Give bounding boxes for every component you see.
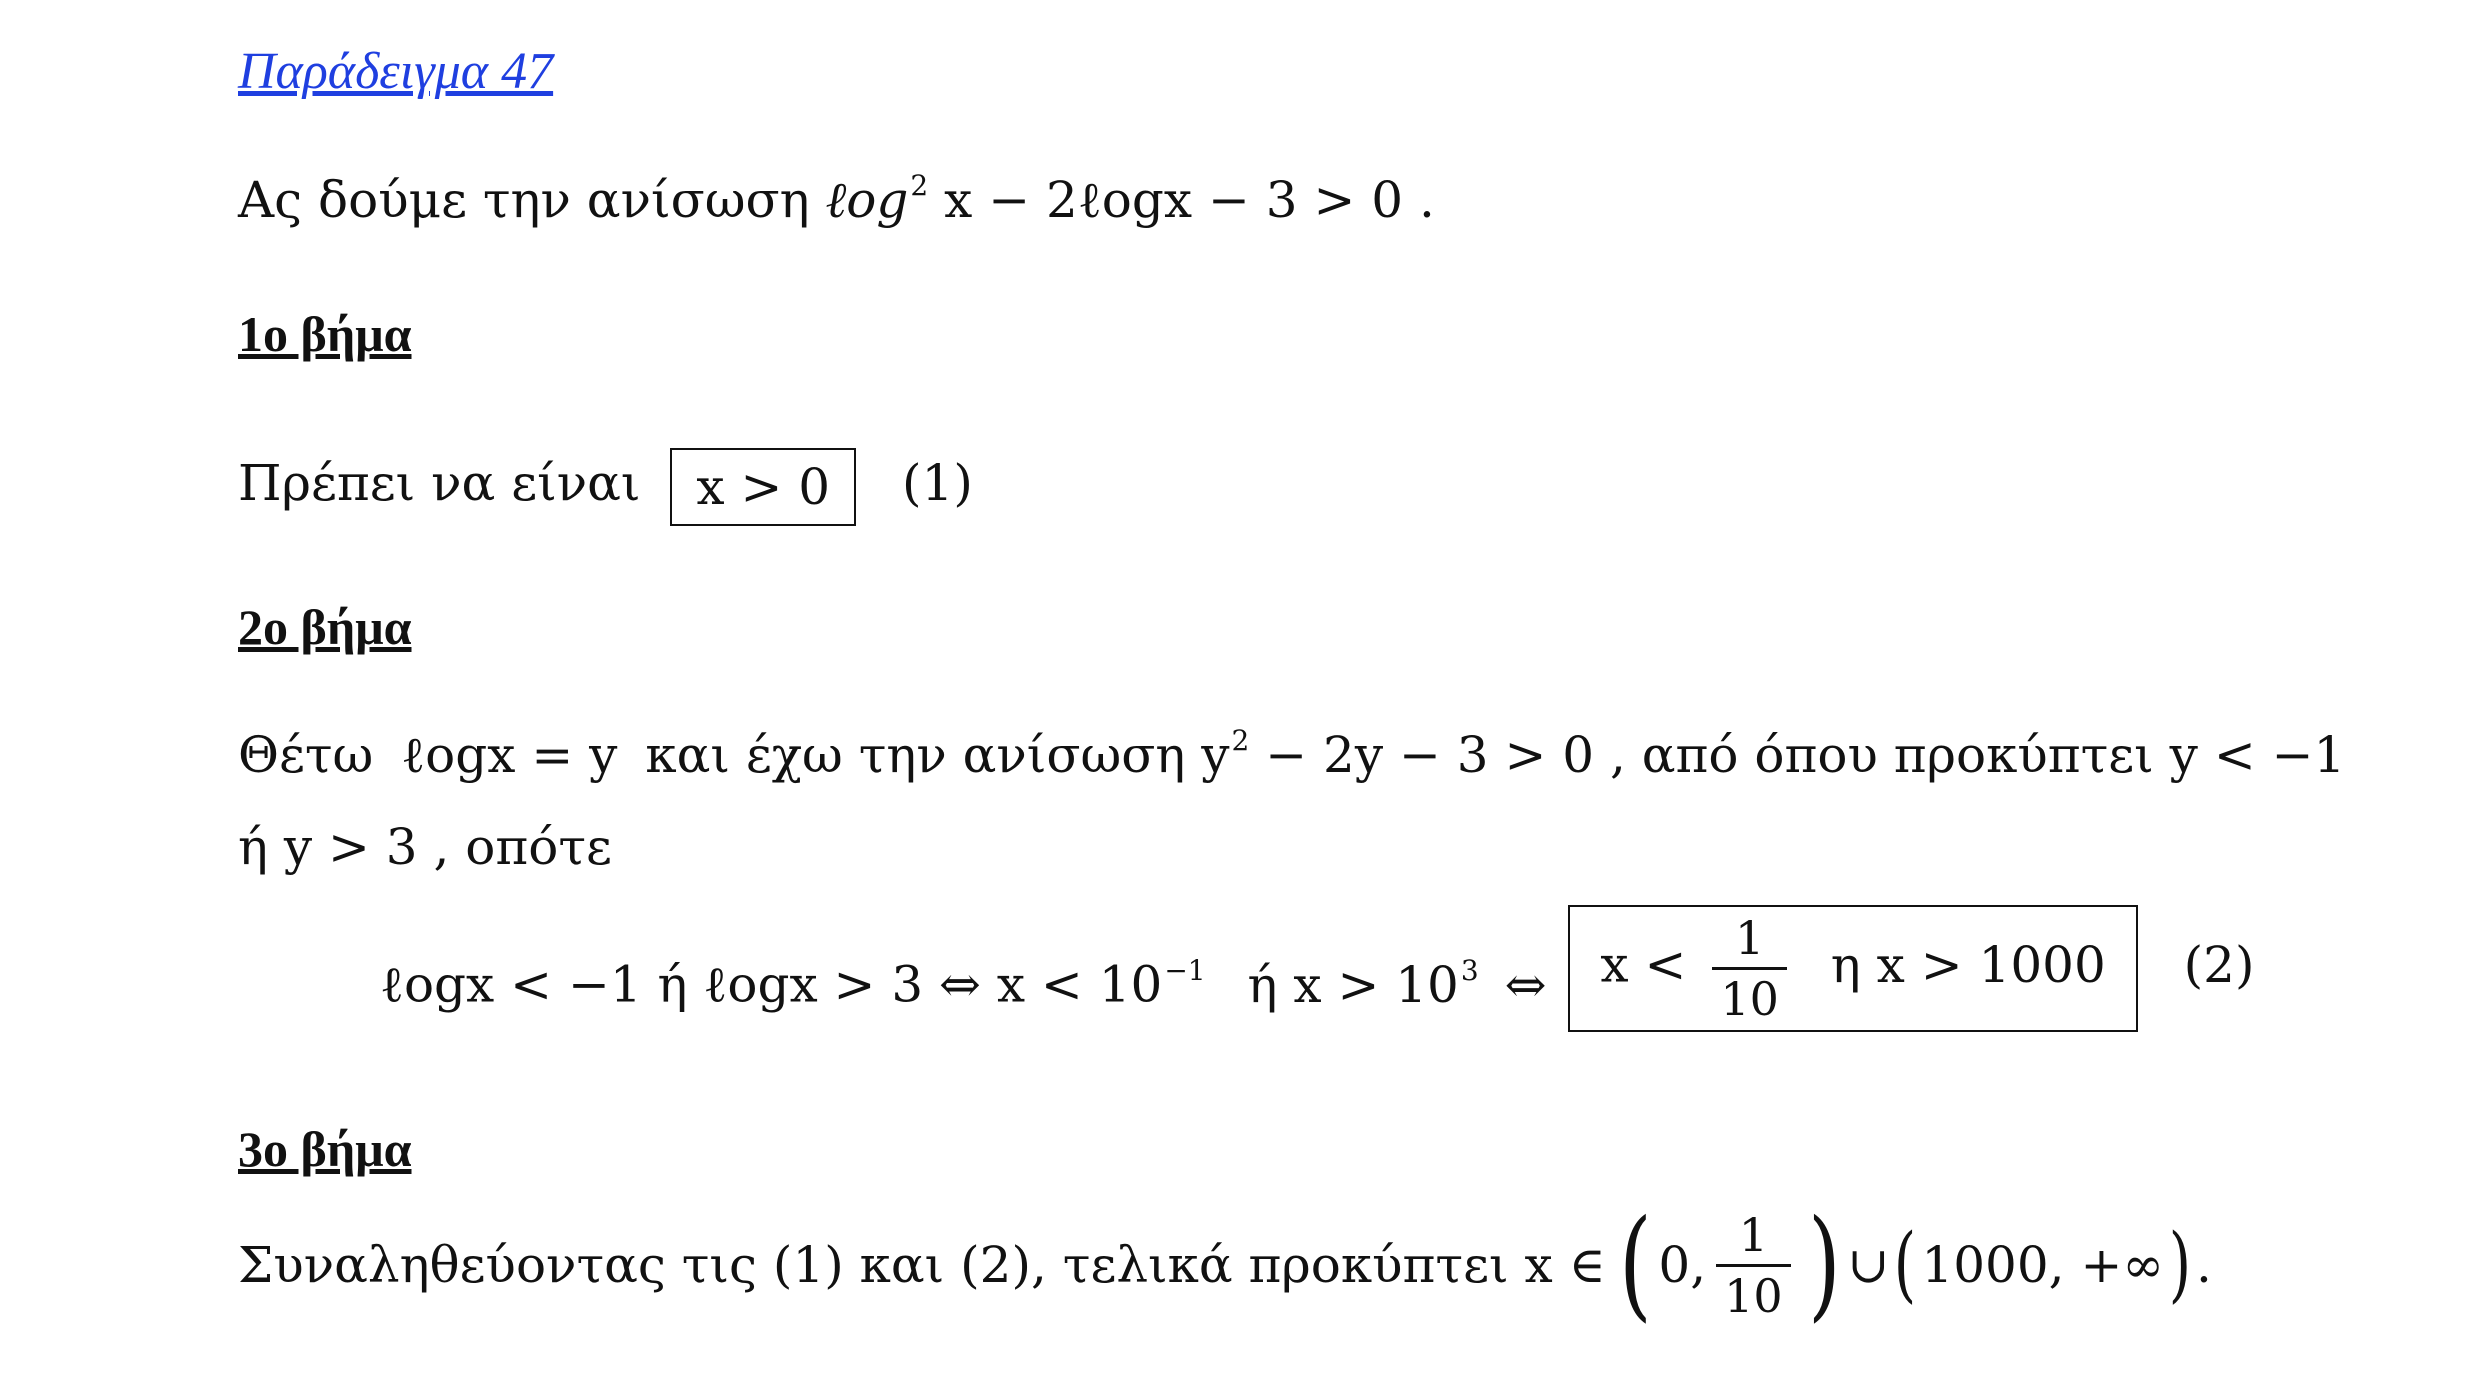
step2-box-numerator: 1: [1734, 911, 1765, 965]
step2-substitution: ℓogx = y: [401, 726, 618, 784]
step3-zero: 0,: [1658, 1236, 1707, 1294]
intro-log: ℓog: [825, 171, 909, 229]
step2-eq-b-exponent: 3: [1460, 953, 1479, 987]
step2-eq-c: ⇔: [1504, 955, 1547, 1014]
fraction-bar: [1712, 967, 1787, 970]
step1-label: (1): [902, 454, 973, 512]
step3-close-paren-2: ): [2168, 1217, 2192, 1312]
step3-close-paren: ): [1807, 1195, 1841, 1334]
step3-open-paren-2: (: [1894, 1217, 1917, 1312]
step3-end: .: [2195, 1236, 2212, 1294]
intro-exponent: 2: [910, 169, 929, 202]
step2-line1: [238, 724, 2346, 784]
step2-box-fraction: [1712, 911, 1787, 1026]
step2-line1-e: − 2y − 3 > 0 , από όπου προκύπτει y < −1: [1265, 726, 2346, 784]
intro-inequality: x − 2ℓogx − 3 > 0 .: [944, 171, 1435, 229]
step2-var-exponent: 2: [1231, 724, 1250, 757]
step3-union: ∪: [1847, 1236, 1890, 1294]
step2-box-x: x <: [1600, 935, 1687, 994]
step2-line2: ή y > 3 , οπότε: [238, 818, 612, 876]
step2-label: (2): [2183, 935, 2255, 994]
step3-interval2: 1000, +∞: [1921, 1236, 2164, 1294]
step1-line: [238, 448, 973, 526]
step2-heading: 2ο βήμα: [238, 599, 412, 655]
example-title: Παράδειγμα 47: [238, 43, 554, 100]
step2-box-denominator: 10: [1720, 972, 1779, 1026]
step3-line: [238, 1195, 2212, 1335]
step3-numerator: 1: [1738, 1207, 1769, 1262]
step3-fraction: [1716, 1207, 1791, 1323]
step1-heading: 1ο βήμα: [238, 306, 412, 362]
step2-boxed-solution: [1568, 905, 2137, 1032]
step1-boxed-condition: x > 0: [670, 448, 856, 526]
step2-equation: [380, 911, 2255, 1052]
step3-text: Συναληθεύοντας τις (1) και (2), τελικά προκύπτει x ∈: [238, 1236, 1606, 1294]
step2-eq-a-exponent: −1: [1164, 953, 1206, 987]
step3-denominator: 10: [1724, 1268, 1783, 1323]
step2-eq-a: ℓogx < −1 ή ℓogx > 3 ⇔ x < 10: [380, 955, 1163, 1014]
step1-text: Πρέπει να είναι: [238, 454, 641, 512]
fraction-bar: [1716, 1264, 1791, 1267]
step2-line1-c: και έχω την ανίσωση: [645, 726, 1186, 784]
step2-line1-a: Θέτω: [238, 726, 374, 784]
step3-heading: 3ο βήμα: [238, 1121, 412, 1177]
step2-eq-b: ή x > 10: [1247, 955, 1459, 1014]
step2-box-rest: η x > 1000: [1830, 935, 2106, 994]
step2-var: y: [1201, 726, 1230, 784]
step3-open-paren: (: [1618, 1195, 1652, 1334]
intro-line: [238, 169, 1435, 229]
intro-text: Ας δούμε την ανίσωση: [238, 171, 810, 229]
